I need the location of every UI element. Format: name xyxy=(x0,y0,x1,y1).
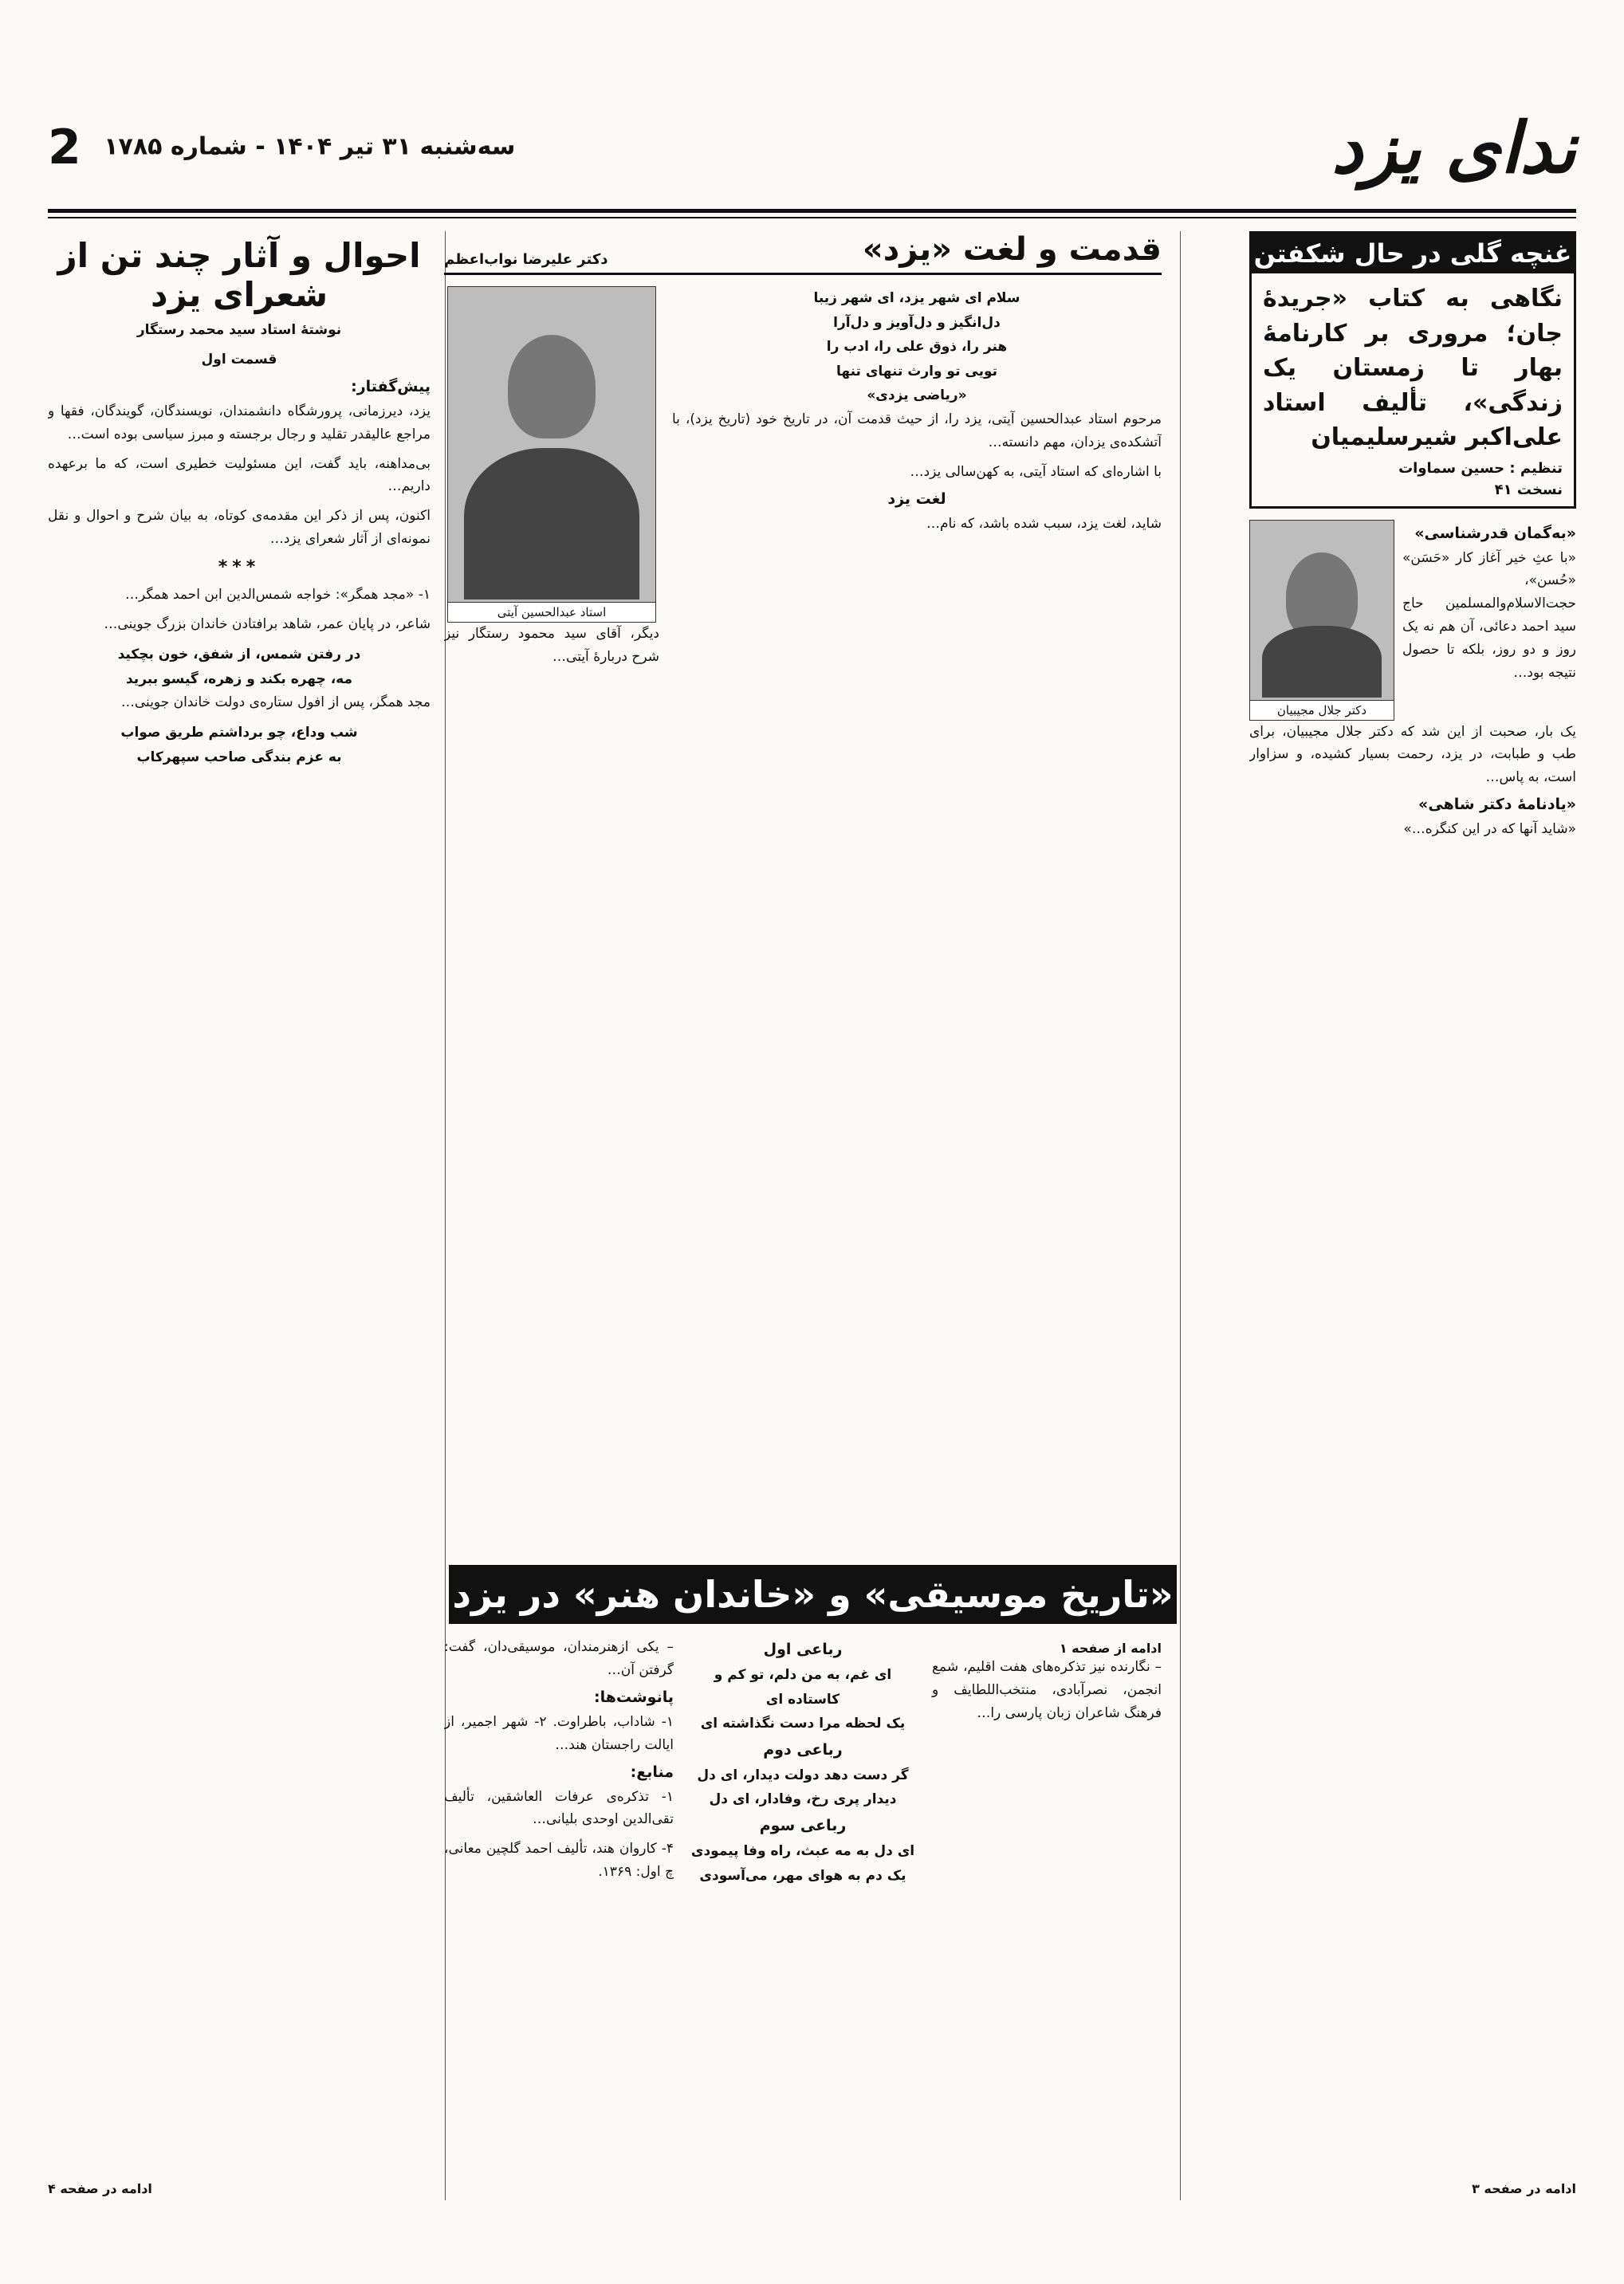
musiqi-col-2 xyxy=(688,1636,918,1890)
issue-date: سه‌شنبه ۳۱ تیر ۱۴۰۴ - شماره ۱۷۸۵ xyxy=(104,132,516,161)
portrait-body xyxy=(1262,626,1382,698)
ahval-paragraph: ۱- «مجد همگر»: خواجه شمس‌الدین ابن احمد همگر… xyxy=(124,587,431,603)
ghedmat-header xyxy=(444,231,1162,275)
ghoncheh-title-box xyxy=(1249,231,1576,509)
musiqi-paragraph: – نگارنده نیز تذکره‌های هفت اقلیم، شمع انجمن، نصرآبادی، منتخب‌اللطایف و فرهنگ شاعران زبان پارسی را… xyxy=(932,1659,1162,1721)
rubai-line: یک لحظه مرا دست نگذاشته ای xyxy=(700,1716,906,1732)
masthead-rule xyxy=(48,209,1576,213)
musiqi-columns xyxy=(444,1636,1162,1890)
ahval-paragraph: اکنون، پس از ذکر این مقدمه‌ی کوتاه، به بیان شرح و احوال و نقل نمونه‌ای از آثار شعرای یزد… xyxy=(48,508,431,548)
ghedmat-paragraph: مرحوم استاد عبدالحسین آیتی، یزد را، از حیث قدمت آن، در تاریخ خود (تاریخ یزد)، با آتشکده‌ی یزدان، مهم دانسته… xyxy=(672,411,1162,450)
source-item: ۱- تذکره‌ی عرفات العاشقین، تألیف تقی‌الدین اوحدی بلیانی… xyxy=(444,1788,674,1828)
poem-source: «ریاضی یزدی» xyxy=(867,387,967,404)
footnote: ۱- شاداب، باطراوت. ۲- شهر اجمیر، از ایالت راجستان هند… xyxy=(444,1713,674,1753)
photo-caption: دکتر جلال مجیبیان xyxy=(1250,700,1394,720)
poem-line: دل‌انگیز و دل‌آویز و دل‌آرا xyxy=(833,314,1001,331)
ahval-title[interactable]: احوال و آثار چند تن از شعرای یزد xyxy=(57,236,421,314)
rubai-heading: رباعی سوم xyxy=(759,1816,847,1834)
verse-line: به عزم بندگی صاحب سپهرکاب xyxy=(136,749,342,765)
ahval-paragraph: بی‌مداهنه، باید گفت، این مسئولیت خطیری است، که ما برعهده داریم… xyxy=(48,455,431,495)
continued-note[interactable]: ادامه در صفحه ۴ xyxy=(48,2181,152,2196)
rubai-line: دیدار پری رخ، وفادار، ای دل xyxy=(709,1791,897,1808)
ghoncheh-editor: تنظیم : حسین سماوات xyxy=(1398,459,1563,477)
article-ghedmat xyxy=(444,231,1162,1551)
rubai-heading: رباعی اول xyxy=(763,1641,843,1658)
musiqi-col-3 xyxy=(444,1636,674,1890)
ayati-photo xyxy=(447,286,656,623)
dateline xyxy=(48,120,515,175)
ghedmat-subhead: لغت یزد xyxy=(887,489,946,508)
rubai-line: گر دست دهد دولت دیدار، ای دل xyxy=(697,1767,909,1783)
ghoncheh-paragraph: یک بار، صحبت از این شد که دکتر جلال مجیبیان، برای طب و طبابت، در یزد، رحمت بسیار کشیده، و سزاوار است، به پاس… xyxy=(1249,723,1576,786)
continued-from: ادامه از صفحه ۱ xyxy=(1059,1641,1162,1656)
ghoncheh-headline[interactable]: نگاهی به کتاب «جریدهٔ جان؛ مروری بر کارنامهٔ بهار تا زمستان یک زندگی»، تألیف استاد علی‌اکبر شیرسلیمیان xyxy=(1263,285,1563,451)
masthead-rule-thin xyxy=(48,217,1576,218)
poem-line: هنر را، ذوق علی را، ادب را xyxy=(826,339,1008,356)
ghoncheh-paragraph: «با عثِ خیر آغاز کار «حَسَن» «حُسن»، حجت‌الاسلام‌والمسلمین حاج سید احمد دعائی، آن هم نه یک روز و دو روز، بلکه تا حصول نتیجه بود… xyxy=(1402,549,1576,681)
portrait-photo xyxy=(1249,520,1394,721)
photo-caption: استاد عبدالحسین آیتی xyxy=(448,602,655,622)
portrait-head xyxy=(508,335,596,438)
ghedmat-body xyxy=(444,286,1162,675)
page-number: 2 xyxy=(48,120,81,175)
ghedmat-title[interactable]: قدمت و لغت «یزد» xyxy=(862,231,1162,268)
article-ghoncheh xyxy=(1249,231,1576,2196)
footnotes-label: پانوشت‌ها: xyxy=(593,1688,674,1706)
rubai-line: ای دل به مه عبث، راه وفا پیمودی xyxy=(690,1842,915,1859)
ghedmat-col-2 xyxy=(444,286,659,675)
ghedmat-col-1 xyxy=(672,286,1162,675)
rubai-line: ای غم، به من دلم، تو کم و کاستاده ای xyxy=(714,1667,892,1708)
ghedmat-paragraph: شاید، لغت یزد، سبب شده باشد، که نام… xyxy=(926,515,1162,532)
newspaper-logo[interactable]: ندای یزد xyxy=(1331,106,1576,189)
ghoncheh-subhead-1: «به‌گمان قدرشناسی» xyxy=(1414,524,1576,542)
musiqi-col-1 xyxy=(932,1636,1162,1890)
article-musiqi xyxy=(444,1636,1162,2196)
rubai-heading: رباعی دوم xyxy=(763,1740,843,1759)
ahval-part: قسمت اول xyxy=(201,351,277,368)
sources-label: منابع: xyxy=(630,1763,674,1781)
ghoncheh-part: نسخت ۴۱ xyxy=(1494,481,1563,498)
section-separator: *** xyxy=(218,557,261,578)
ahval-paragraph: شاعر، در پایان عمر، شاهد برافتادن خاندان بزرگ جوینی… xyxy=(104,616,431,633)
ghoncheh-kicker: غنچه گلی در حال شکفتن xyxy=(1252,234,1574,273)
ghedmat-paragraph: با اشاره‌ای که استاد آیتی، به کهن‌سالی یزد… xyxy=(910,463,1162,480)
portrait-body xyxy=(464,448,639,600)
musiqi-paragraph: – یکی ازهنرمندان، موسیقی‌دان، گفت: گرفتن آن… xyxy=(444,1639,674,1678)
article-ahval xyxy=(48,231,431,2196)
ghedmat-paragraph: دیگر، آقای سید محمود رستگار نیز شرح دربارهٔ آیتی… xyxy=(444,626,659,665)
continued-note[interactable]: ادامه در صفحه ۳ xyxy=(1472,2181,1576,2196)
preface-label: پیش‌گفتار: xyxy=(351,377,431,395)
ahval-paragraph: یزد، دیرزمانی، پرورشگاه دانشمندان، نویسندگان، گویندگان، فقها و مراجع عالیقدر تقلید و رجال برجسته و مبرز سیاسی بوده است… xyxy=(48,403,431,442)
masthead xyxy=(48,88,1576,207)
source-item: ۴- کاروان هند، تألیف احمد گلچین معانی، چ اول: ۱۳۶۹. xyxy=(444,1841,674,1881)
ghoncheh-subhead-2: «یادنامهٔ دکتر شاهی» xyxy=(1418,796,1576,814)
poem-line: سلام ای شهر یزد، ای شهر زیبا xyxy=(813,290,1020,306)
ghoncheh-paragraph: «شاید آنها که در این کنگره…» xyxy=(1403,821,1576,838)
music-banner[interactable]: «تاریخ موسیقی» و «خاندان هنر» در یزد xyxy=(449,1565,1177,1624)
verse-line: مه، چهره بکند و زهره، گیسو ببرید xyxy=(125,670,352,687)
rubai-line: یک دم به هوای مهر، می‌آسودی xyxy=(699,1867,906,1884)
ahval-byline: نوشتهٔ استاد سید محمد رستگار xyxy=(136,322,342,338)
verse-line: شب وداع، چو برداشتم طریق صواب xyxy=(120,724,358,741)
ahval-paragraph: مجد همگر، پس از افول ستاره‌ی دولت خاندان جوینی… xyxy=(120,694,431,711)
verse-line: در رفتن شمس، از شفق، خون بچکید xyxy=(117,646,361,662)
ghedmat-author: دکتر علیرضا نواب‌اعظم xyxy=(444,251,608,268)
ghoncheh-lead xyxy=(1249,520,1576,721)
poem-line: تویی تو وارث تنهای تنها xyxy=(836,363,998,379)
column-divider xyxy=(1180,231,1181,2200)
